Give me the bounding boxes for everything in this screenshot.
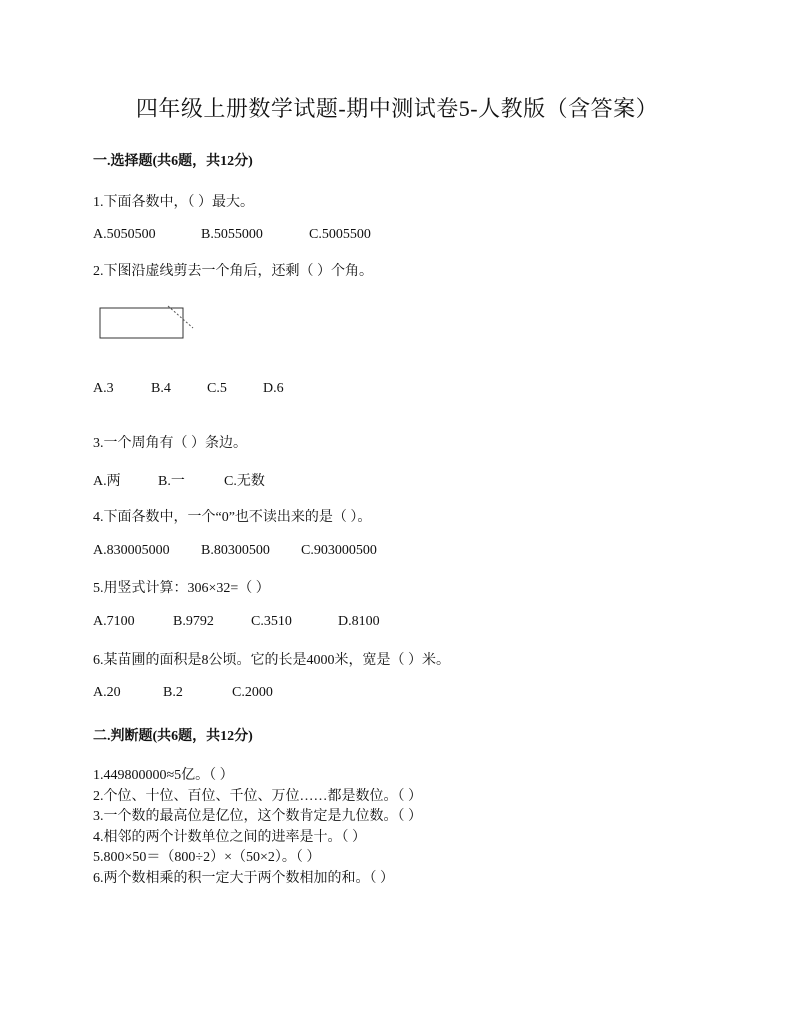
option-a: A.两 <box>93 474 121 489</box>
option-b: B.80300500 <box>201 543 270 558</box>
section-heading-judgement: 二.判断题(共6题，共12分) <box>93 729 253 744</box>
option-c: C.无数 <box>224 474 265 489</box>
question-6-options <box>93 685 273 701</box>
option-b: B.9792 <box>173 614 214 629</box>
dashed-cut-line <box>168 306 193 328</box>
judgement-list <box>93 766 422 889</box>
question-1: 1.下面各数中，（ ）最大。 <box>93 195 254 210</box>
question-2: 2.下图沿虚线剪去一个角后，还剩（ ）个角。 <box>93 264 373 279</box>
option-a: A.830005000 <box>93 543 170 558</box>
option-c: C.5 <box>207 381 227 396</box>
question-3: 3.一个周角有（ ）条边。 <box>93 436 247 451</box>
question-3-options <box>93 470 265 490</box>
option-b: B.一 <box>158 474 185 489</box>
question-5: 5.用竖式计算：306×32=（ ） <box>93 581 270 596</box>
judgement-item-5: 5.800×50＝（800÷2）×（50×2）。（ ） <box>93 850 321 865</box>
option-b: B.4 <box>151 381 171 396</box>
rectangle-shape <box>100 308 183 338</box>
option-c: C.2000 <box>232 685 273 700</box>
judgement-item-6: 6.两个数相乘的积一定大于两个数相加的和。（ ） <box>93 870 394 886</box>
page-title: 四年级上册数学试题-期中测试卷5-人教版（含答案） <box>135 96 659 121</box>
option-d: D.8100 <box>338 614 380 629</box>
option-a: A.3 <box>93 381 114 396</box>
question-1-options <box>93 227 371 243</box>
rectangle-cut-diagram <box>99 304 199 344</box>
question-5-options <box>93 614 380 630</box>
judgement-item-4: 4.相邻的两个计数单位之间的进率是十。（ ） <box>93 829 366 845</box>
section-heading-choice: 一.选择题(共6题，共12分) <box>93 154 253 169</box>
option-c: C.3510 <box>251 614 292 629</box>
judgement-item-2: 2.个位、十位、百位、千位、万位……都是数位。（ ） <box>93 788 422 804</box>
option-d: D.6 <box>263 381 284 396</box>
judgement-item-1: 1.449800000≈5亿。（ ） <box>93 768 234 783</box>
question-6: 6.某苗圃的面积是8公顷。它的长是4000米，宽是（ ）米。 <box>93 653 450 668</box>
option-c: C.5005500 <box>309 227 371 242</box>
question-4-options <box>93 543 377 559</box>
option-c: C.903000500 <box>301 543 377 558</box>
option-b: B.5055000 <box>201 227 263 242</box>
question-4: 4.下面各数中，一个“0”也不读出来的是（ ）。 <box>93 510 372 525</box>
judgement-item-3: 3.一个数的最高位是亿位，这个数肯定是九位数。（ ） <box>93 809 422 824</box>
option-a: A.5050500 <box>93 227 156 242</box>
question-2-options <box>93 381 284 397</box>
option-b: B.2 <box>163 685 183 700</box>
option-a: A.7100 <box>93 614 135 629</box>
option-a: A.20 <box>93 685 121 700</box>
